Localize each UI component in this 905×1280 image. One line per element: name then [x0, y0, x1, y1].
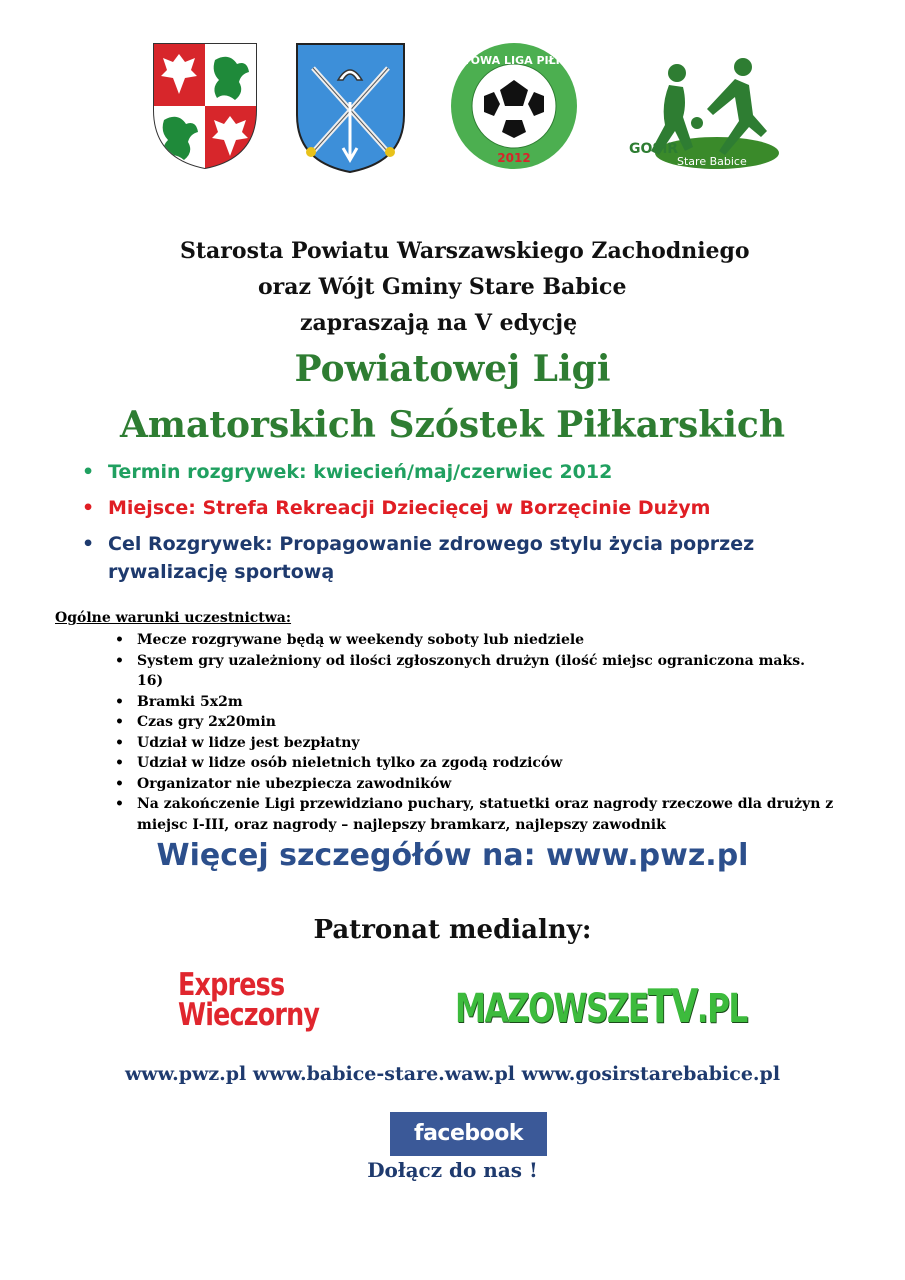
- facebook-button[interactable]: facebook: [390, 1112, 547, 1156]
- gosir-name: GOSiR: [629, 141, 679, 157]
- gosir-subtitle: Stare Babice: [677, 155, 747, 168]
- event-goal: • Cel Rozgrywek: Propagowanie zdrowego stylu życia poprzez rywalizację sportową: [82, 530, 862, 586]
- condition-item: • Na zakończenie Ligi przewidziano puchary, statuetki oraz nagrody rzeczowe dla drużyn z miejsc I-III, oraz nagrody – najlepszy bramkarz, najlepszy zawodnik: [115, 794, 835, 835]
- conditions-list: [115, 630, 835, 835]
- league-logo-icon: [421, 40, 607, 172]
- title-line-2: Amatorskich Szóstek Piłkarskich: [119, 404, 785, 446]
- condition-item: • System gry uzależniony od ilości zgłoszonych drużyn (ilość miejsc ograniczona maks. 16): [115, 651, 835, 692]
- league-ring-text: POWIATOWA LIGA PIŁKARSKA: [421, 54, 607, 67]
- join-us-text: Dołącz do nas !: [367, 1158, 538, 1182]
- conditions-heading: Ogólne warunki uczestnictwa:: [55, 610, 292, 626]
- condition-item: • Udział w lidze jest bezpłatny: [115, 733, 835, 754]
- express-line-1: Express: [178, 967, 285, 1003]
- condition-item: • Czas gry 2x20min: [115, 712, 835, 733]
- gmina-coat-of-arms-icon: [293, 40, 408, 175]
- event-date: • Termin rozgrywek: kwiecień/maj/czerwiec 2012: [82, 458, 862, 486]
- powiat-coat-of-arms-icon: [150, 40, 260, 170]
- mazowsze-text: MAZOWSZE: [455, 986, 648, 1032]
- title-line-1: Powiatowej Ligi: [294, 348, 611, 390]
- condition-item: • Bramki 5x2m: [115, 692, 835, 713]
- event-place: • Miejsce: Strefa Rekreacji Dziecięcej w Borzęcinie Dużym: [82, 494, 862, 522]
- express-line-2: Wieczorny: [178, 997, 320, 1033]
- intro-line-2: oraz Wójt Gminy Stare Babice: [258, 274, 627, 300]
- mazowsze-tv-logo: [455, 979, 747, 1033]
- more-info-link[interactable]: Więcej szczegółów na: www.pwz.pl: [156, 838, 749, 873]
- gosir-logo-icon: [625, 55, 785, 180]
- condition-item: • Udział w lidze osób nieletnich tylko za zgodą rodziców: [115, 753, 835, 774]
- intro-line-1: Starosta Powiatu Warszawskiego Zachodniego: [180, 238, 750, 264]
- condition-item: • Mecze rozgrywane będą w weekendy soboty lub niedziele: [115, 630, 835, 651]
- mazowsze-pl-text: .PL: [696, 986, 747, 1032]
- mazowsze-tv-text: TV: [647, 979, 697, 1033]
- website-links[interactable]: www.pwz.pl www.babice-stare.waw.pl www.gosirstarebabice.pl: [124, 1063, 781, 1085]
- patronat-heading: Patronat medialny:: [313, 915, 592, 945]
- condition-item: • Organizator nie ubezpiecza zawodników: [115, 774, 835, 795]
- express-wieczorny-logo: [178, 967, 320, 1033]
- event-info-list: [82, 458, 862, 594]
- intro-line-3: zapraszają na V edycję: [300, 310, 578, 336]
- league-year: 2012: [497, 151, 531, 165]
